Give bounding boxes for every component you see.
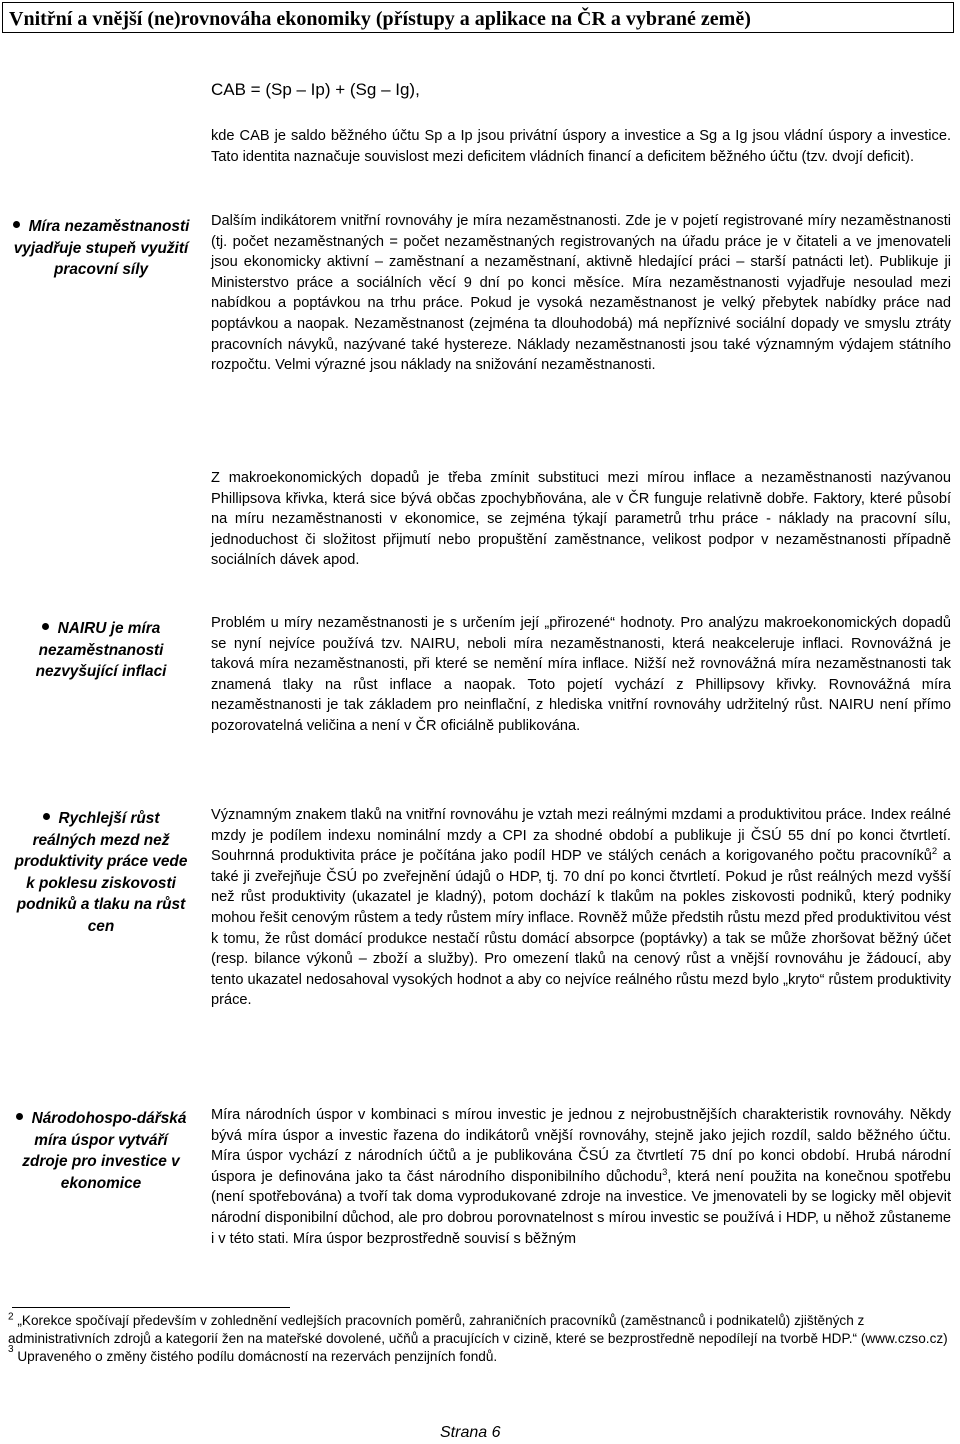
footnote-2	[8, 1312, 952, 1348]
paragraph-wages	[211, 805, 951, 1011]
paragraph-nairu: Problém u míry nezaměstnanosti je s určením její „přirozené“ hodnoty. Pro analýzu makroekonomických dopadů se nyní nejvíce používá tzv. NAIRU, neboli míra nezaměstnanosti, která neakceleruje inflaci. Rovnovážná je taková míra nezaměstnanosti, při které se nemění míra inflace. Nižší než rovnovážná míra nezaměstnanosti tak znamená tlaky na růst inflace a naopak. Toto pojetí vychází z Phillipsovy křivky. Rovnovážná míra nezaměstnanosti je tak základem pro neinflační, z hlediska vnitřní rovnováhy udržitelný růst. NAIRU není přímo pozorovatelná veličina a není v ČR oficiálně publikována.	[211, 615, 951, 734]
header-title: Vnitřní a vnější (ne)rovnováha ekonomiky (přístupy a aplikace na ČR a vybrané země)	[9, 8, 751, 30]
footnote-ref[interactable]: 2	[931, 846, 938, 858]
cab-formula: CAB = (Sp – Ip) + (Sg – Ig),	[211, 80, 420, 99]
paragraph-unemployment: Dalším indikátorem vnitřní rovnováhy je míra nezaměstnanosti. Zde je v pojetí registrované míry nezaměstnanosti (tj. počet nezaměstnaných = počet nezaměstnaných registrovaných na úřadu práce je v čitateli a ve jmenovateli jsou ekonomicky aktivní – zaměstnaní a nezaměstnaní, aktivně hledající práci – starší patnácti let). Publikuje ji Ministerstvo práce a sociálních věcí 9 dní po konci měsíce. Míra nezaměstnanosti vyjadřuje nesoulad mezi nabídkou a poptávkou na trhu práce. Pokud je vysoká nezaměstnanost je velký přebytek nabídky práce nad poptávkou a naopak. Nezaměstnanost (zejména ta dlouhodobá) má nepříznivé sociální dopady ve smyslu ztráty pracovních návyků, nazývané také hystereze. Náklady nezaměstnanosti jsou také významným výdajem státního rozpočtu. Velmi výrazné jsou náklady na snižování nezaměstnanosti.	[211, 213, 951, 374]
footnote-number: 2	[8, 1311, 14, 1323]
paragraph-text: Míra národních úspor v kombinaci s mírou investic je jednou z nejrobustnějších charakteristik rovnováhy. Někdy bývá míra úspor a investic řazena do indikátorů vnější rovnováhy, stejně jako jejich rozdíl, saldo běžného účtu. Míra úspor vychází z národních účtů a je publikována ČSÚ za čtvrtletí 75 dní po konci období. Hrubá národní úspora je definována jako ta část národního disponibilního důchodu	[211, 1107, 951, 1185]
footnotes	[8, 1312, 952, 1365]
paragraph-text: , která není použita na konečnou spotřebu (není spotřebována) a tvoří tak doma vyprodukované zdroje na investice. Ve jmenovateli by se logicky měl objevit národní disponibilní důchod, ale pro dobrou porovnatelnost s mírou investic se používá i HDP, u něhož zůstaneme i v této stati. Míra úspor bezprostředně souvisí s běžným	[211, 1168, 951, 1247]
bullet-icon	[16, 1113, 23, 1120]
footnote-separator	[12, 1307, 290, 1308]
paragraph-text: Významným znakem tlaků na vnitřní rovnováhu je vztah mezi reálnými mzdami a produktivitou práce. Index reálné mzdy je podílem indexu nominální mzdy a CPI za shodné období a publikuje ji ČSÚ 55 dní po konci čtvrtletí. Souhrnná produktivita práce je počítána jako podíl HDP ve stálých cenách a korigovaného počtu pracovníků	[211, 807, 951, 865]
footnote-ref[interactable]: 3	[662, 1166, 668, 1178]
margin-note-text: Rychlejší růst reálných mezd než produktivity práce vede k poklesu ziskovosti podniků a tlaku na růst cen	[14, 810, 188, 935]
margin-note-text: Národohospo-dářská míra úspor vytváří zdroje pro investice v ekonomice	[22, 1110, 187, 1192]
footnote-text: Upraveného o změny čistého podílu domácností na rezervách penzijních fondů.	[17, 1348, 498, 1364]
bullet-icon	[42, 623, 49, 630]
paragraph-phillips: Z makroekonomických dopadů je třeba zmínit substituci mezi mírou inflace a nezaměstnanosti nazývanou Phillipsova křivka, která sice bývá občas zpochybňována, ale v ČR funguje relativně dobře. Faktory, které působí na míru nezaměstnanosti v ekonomice, se zejména týkají parametrů trhu práce - náklady na pracovní sílu, jednoduchost či složitost přijmutí nebo propuštění zaměstnance, velikost podpor v nezaměstnanosti případně sociálních dávek apod.	[211, 470, 951, 569]
running-header	[2, 2, 954, 33]
paragraph-text: a také ji zveřejňuje ČSÚ po zveřejnění údajů o HDP, tj. 70 dní po konci čtvrtletí. Pokud je růst reálných mezd vyšší než růst produktivity (ukazatel je kladný), potom dochází k tlakům na pokles ziskovosti podniků, který podniky mohou řešit cenovým růstem a tedy růstem míry inflace. Rovněž může předstih růstu mezd před produktivitou vést k tomu, že růst domácí produkce nestačí růstu domácí absorpce (poptávky) a tak se může zhoršovat běžný účet (resp. bilance výkonů – zboží a služby). Pro omezení tlaků na cenový růst a vnější rovnováhu je žádoucí, aby tento ukazatel nedosahoval vysokých hodnot a aby co nejvíce reálného růstu mezd bylo „kryto“ růstem produktivity práce.	[211, 848, 951, 1009]
margin-note-savings	[12, 1108, 190, 1194]
intro-paragraph: kde CAB je saldo běžného účtu Sp a Ip jsou privátní úspory a investice a Sg a Ig jsou vládní úspory a investice. Tato identita naznačuje souvislost mezi deficitem vládních financí a deficitem běžného účtu (tzv. dvojí deficit).	[211, 128, 951, 165]
footnote-number: 3	[8, 1344, 14, 1356]
margin-note-unemployment	[12, 216, 190, 281]
footnote-3	[8, 1344, 952, 1366]
footnote-text: „Korekce spočívají především v zohlednění vedlejších pracovních poměrů, zahraničních pracovníků (zaměstnanců i podnikatelů) zjištěných z administrativních zdrojů a kategorií žen na mateřské dovolené, učňů a pracujících v cizině, které se bezprostředně nepodílejí na tvorbě HDP.“ (www.czso.cz)	[8, 1313, 948, 1346]
margin-note-text: Míra nezaměstnanosti vyjadřuje stupeň využití pracovní síly	[13, 218, 190, 278]
margin-note-wages	[12, 808, 190, 937]
page-number: Strana 6	[440, 1424, 501, 1441]
margin-note-nairu	[12, 618, 190, 683]
bullet-icon	[43, 813, 50, 820]
margin-note-text: NAIRU je míra nezaměstnanosti nezvyšující inflaci	[35, 620, 167, 680]
paragraph-savings	[211, 1105, 951, 1249]
bullet-icon	[13, 221, 20, 228]
